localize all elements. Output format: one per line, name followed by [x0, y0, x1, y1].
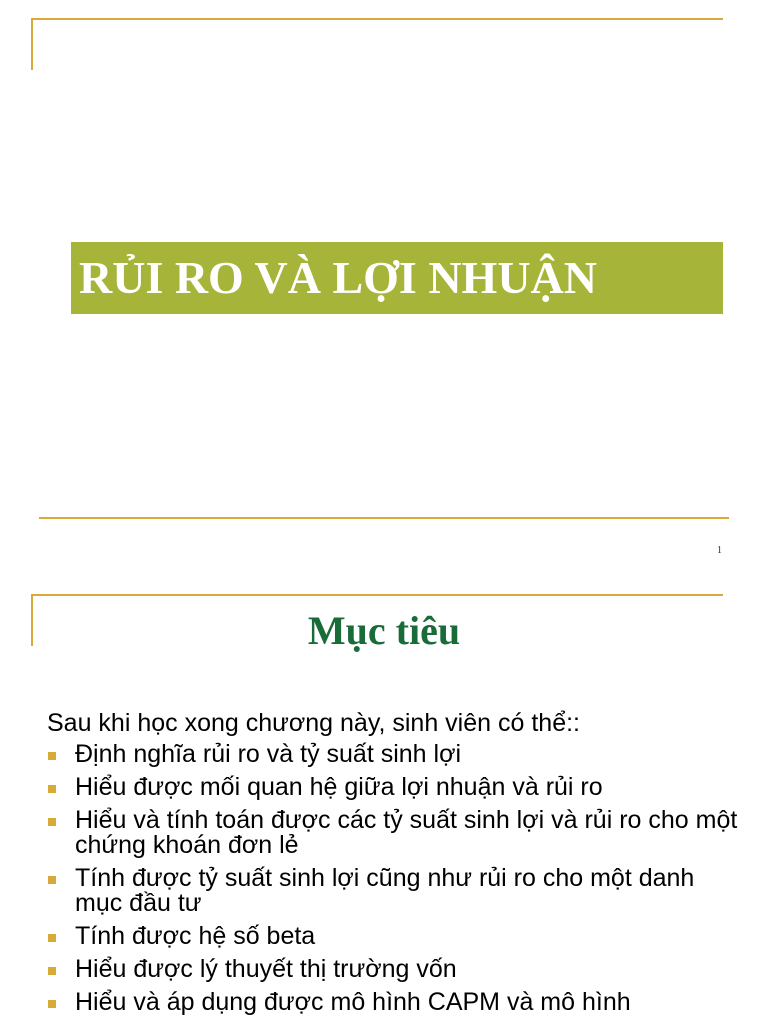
list-item: [47, 742, 747, 767]
top-rule: [31, 594, 723, 596]
intro-text: Sau khi học xong chương này, sinh viên có thể::: [47, 709, 580, 737]
list-item-text: Tính được tỷ suất sinh lợi cũng như rủi ro cho một danh mục đầu tư: [75, 864, 695, 917]
list-item-text: Định nghĩa rủi ro và tỷ suất sinh lợi: [75, 740, 462, 768]
bottom-rule: [39, 517, 729, 519]
title-banner: [71, 242, 723, 314]
objectives-slide: [0, 576, 768, 1024]
list-item: [47, 775, 747, 800]
square-bullet-icon: [48, 785, 56, 793]
square-bullet-icon: [48, 876, 56, 884]
list-item: [47, 990, 747, 1015]
list-item-text: Hiểu và áp dụng được mô hình CAPM và mô hình: [75, 988, 631, 1016]
slide-heading: Mục tiêu: [307, 608, 461, 653]
square-bullet-icon: [48, 818, 56, 826]
list-item-text: Tính được hệ số beta: [75, 922, 316, 950]
list-item: [47, 957, 747, 982]
list-item-text: Hiểu được lý thuyết thị trường vốn: [75, 955, 457, 983]
page-number: 1: [717, 545, 722, 556]
list-item-text: Hiểu và tính toán được các tỷ suất sinh lợi và rủi ro cho một chứng khoán đơn lẻ: [75, 806, 738, 859]
square-bullet-icon: [48, 752, 56, 760]
square-bullet-icon: [48, 967, 56, 975]
list-item: [47, 866, 747, 916]
square-bullet-icon: [48, 1000, 56, 1008]
top-rule: [31, 18, 723, 20]
slide-title: RỦI RO VÀ LỢI NHUẬN: [79, 252, 597, 303]
objectives-list: [47, 742, 747, 1023]
list-item: [47, 808, 747, 858]
list-item: [47, 924, 747, 949]
left-rule: [31, 18, 33, 70]
square-bullet-icon: [48, 934, 56, 942]
list-item-text: Hiểu được mối quan hệ giữa lợi nhuận và rủi ro: [75, 773, 603, 801]
